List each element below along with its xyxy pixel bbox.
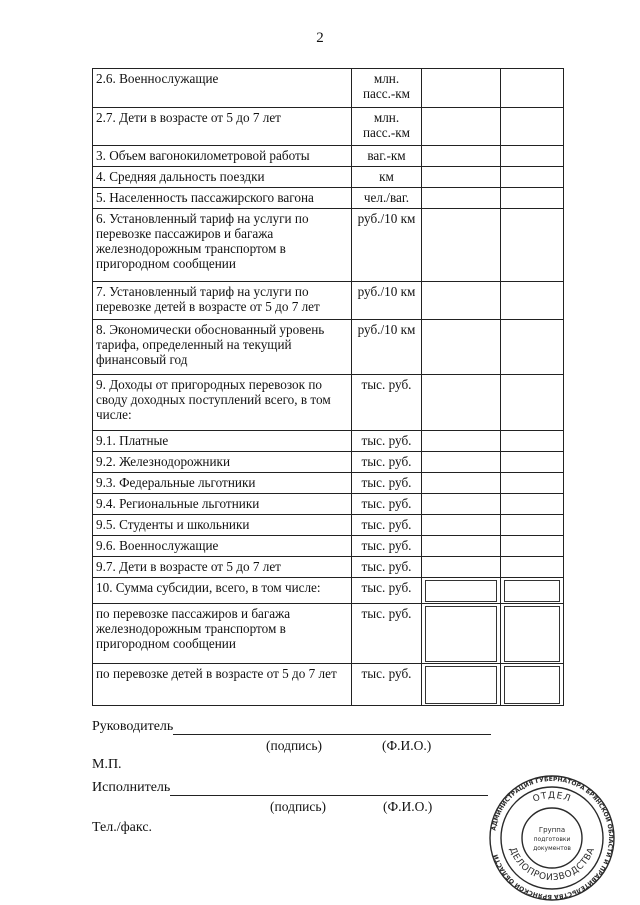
row-unit: тыс. руб. <box>352 604 422 664</box>
row-label: по перевозке детей в возрасте от 5 до 7 лет <box>93 664 352 706</box>
row-value-1 <box>422 375 501 431</box>
row-value-1 <box>422 69 501 108</box>
table-body <box>93 69 564 706</box>
row-unit: тыс. руб. <box>352 375 422 431</box>
head-name-hint: (Ф.И.О.) <box>382 738 432 753</box>
row-value-2 <box>501 578 564 604</box>
value-box <box>504 606 560 662</box>
row-value-2 <box>501 209 564 282</box>
table-row <box>93 604 564 664</box>
row-value-2 <box>501 108 564 146</box>
row-value-2 <box>501 375 564 431</box>
row-value-1 <box>422 108 501 146</box>
row-value-1 <box>422 431 501 452</box>
row-value-2 <box>501 604 564 664</box>
row-unit: руб./10 км <box>352 209 422 282</box>
row-label: 6. Установленный тариф на услуги по перевозке пассажиров и багажа железнодорожным транспортом в пригородном сообщении <box>93 209 352 282</box>
phone-label: Тел./факс. <box>92 820 153 835</box>
row-value-2 <box>501 557 564 578</box>
row-value-1 <box>422 664 501 706</box>
row-unit: тыс. руб. <box>352 515 422 536</box>
table-row <box>93 431 564 452</box>
row-value-2 <box>501 515 564 536</box>
row-value-1 <box>422 557 501 578</box>
table-row <box>93 108 564 146</box>
value-box <box>504 580 560 602</box>
row-label: 2.7. Дети в возрасте от 5 до 7 лет <box>93 108 352 146</box>
row-value-2 <box>501 431 564 452</box>
row-value-1 <box>422 146 501 167</box>
row-label: 5. Населенность пассажирского вагона <box>93 188 352 209</box>
table-row <box>93 473 564 494</box>
row-label: 2.6. Военнослужащие <box>93 69 352 108</box>
row-label: 9.4. Региональные льготники <box>93 494 352 515</box>
row-value-2 <box>501 282 564 320</box>
row-unit: тыс. руб. <box>352 431 422 452</box>
row-unit: руб./10 км <box>352 320 422 375</box>
stamp-center-line-2: подготовки <box>533 836 571 843</box>
row-unit: млн. пасс.-км <box>352 108 422 146</box>
stamp-dept-top: ОТДЕЛ <box>531 790 573 805</box>
row-unit: руб./10 км <box>352 282 422 320</box>
row-value-1 <box>422 188 501 209</box>
row-value-1 <box>422 452 501 473</box>
table-row <box>93 494 564 515</box>
row-label: 4. Средняя дальность поездки <box>93 167 352 188</box>
row-unit: тыс. руб. <box>352 452 422 473</box>
row-value-2 <box>501 69 564 108</box>
row-value-1 <box>422 320 501 375</box>
row-label: 9.5. Студенты и школьники <box>93 515 352 536</box>
row-value-2 <box>501 664 564 706</box>
row-label: 3. Объем вагонокилометровой работы <box>93 146 352 167</box>
row-label: по перевозке пассажиров и багажа железнодорожным транспортом в пригородном сообщении <box>93 604 352 664</box>
table-row <box>93 664 564 706</box>
row-value-1 <box>422 494 501 515</box>
row-unit: тыс. руб. <box>352 494 422 515</box>
executor-signature-hint: (подпись) <box>270 799 327 814</box>
table-row <box>93 69 564 108</box>
row-unit: ваг.-км <box>352 146 422 167</box>
table-row <box>93 557 564 578</box>
row-value-2 <box>501 320 564 375</box>
row-label: 9.2. Железнодорожники <box>93 452 352 473</box>
row-value-1 <box>422 167 501 188</box>
stamp-center-line-1: Группа <box>538 826 566 834</box>
head-signature-hint: (подпись) <box>266 738 323 753</box>
row-value-1 <box>422 282 501 320</box>
row-unit: млн. пасс.-км <box>352 69 422 108</box>
value-box <box>425 580 497 602</box>
department-stamp <box>488 774 616 902</box>
table-row <box>93 188 564 209</box>
table-row <box>93 515 564 536</box>
row-value-1 <box>422 536 501 557</box>
value-box <box>425 606 497 662</box>
row-label: 9.7. Дети в возрасте от 5 до 7 лет <box>93 557 352 578</box>
table-row <box>93 167 564 188</box>
head-signature-line <box>173 720 491 735</box>
value-box <box>425 666 497 704</box>
stamp-center-line-3: документов <box>533 845 571 852</box>
page-number: 2 <box>316 30 324 46</box>
table-row <box>93 209 564 282</box>
row-unit: тыс. руб. <box>352 578 422 604</box>
row-value-1 <box>422 604 501 664</box>
table-row <box>93 320 564 375</box>
table-row <box>93 452 564 473</box>
head-label: Руководитель <box>92 719 174 734</box>
stamp-dept-bottom: ДЕЛОПРОИЗВОДСТВА <box>506 846 598 884</box>
row-label: 9. Доходы от пригородных перевозок по своду доходных поступлений всего, в том числе: <box>93 375 352 431</box>
indicator-table <box>92 68 564 706</box>
row-label: 10. Сумма субсидии, всего, в том числе: <box>93 578 352 604</box>
table-row <box>93 536 564 557</box>
stamp-outer-text: АДМИНИСТРАЦИЯ ГУБЕРНАТОРА БРЯНСКОЙ ОБЛАСТИ И ПРАВИТЕЛЬСТВА БРЯНСКОЙ ОБЛАСТИ <box>490 775 615 901</box>
table-row <box>93 146 564 167</box>
row-unit: тыс. руб. <box>352 536 422 557</box>
table-row <box>93 282 564 320</box>
row-value-1 <box>422 578 501 604</box>
row-label: 9.6. Военнослужащие <box>93 536 352 557</box>
row-value-2 <box>501 473 564 494</box>
row-value-2 <box>501 494 564 515</box>
row-value-2 <box>501 167 564 188</box>
row-value-1 <box>422 473 501 494</box>
row-value-2 <box>501 452 564 473</box>
row-unit: тыс. руб. <box>352 473 422 494</box>
executor-label: Исполнитель <box>92 780 171 795</box>
row-value-2 <box>501 188 564 209</box>
row-value-1 <box>422 515 501 536</box>
seal-label: М.П. <box>92 757 122 772</box>
table-row <box>93 375 564 431</box>
row-unit: тыс. руб. <box>352 557 422 578</box>
row-label: 7. Установленный тариф на услуги по перевозке детей в возрасте от 5 до 7 лет <box>93 282 352 320</box>
executor-signature-row <box>92 780 488 796</box>
row-label: 9.3. Федеральные льготники <box>93 473 352 494</box>
executor-name-hint: (Ф.И.О.) <box>383 799 433 814</box>
row-unit: чел./ваг. <box>352 188 422 209</box>
executor-signature-line <box>170 781 488 796</box>
row-value-2 <box>501 536 564 557</box>
row-unit: тыс. руб. <box>352 664 422 706</box>
row-label: 9.1. Платные <box>93 431 352 452</box>
value-box <box>504 666 560 704</box>
head-signature-row <box>92 719 491 735</box>
table-row <box>93 578 564 604</box>
row-value-2 <box>501 146 564 167</box>
row-value-1 <box>422 209 501 282</box>
row-label: 8. Экономически обоснованный уровень тарифа, определенный на текущий финансовый год <box>93 320 352 375</box>
row-unit: км <box>352 167 422 188</box>
